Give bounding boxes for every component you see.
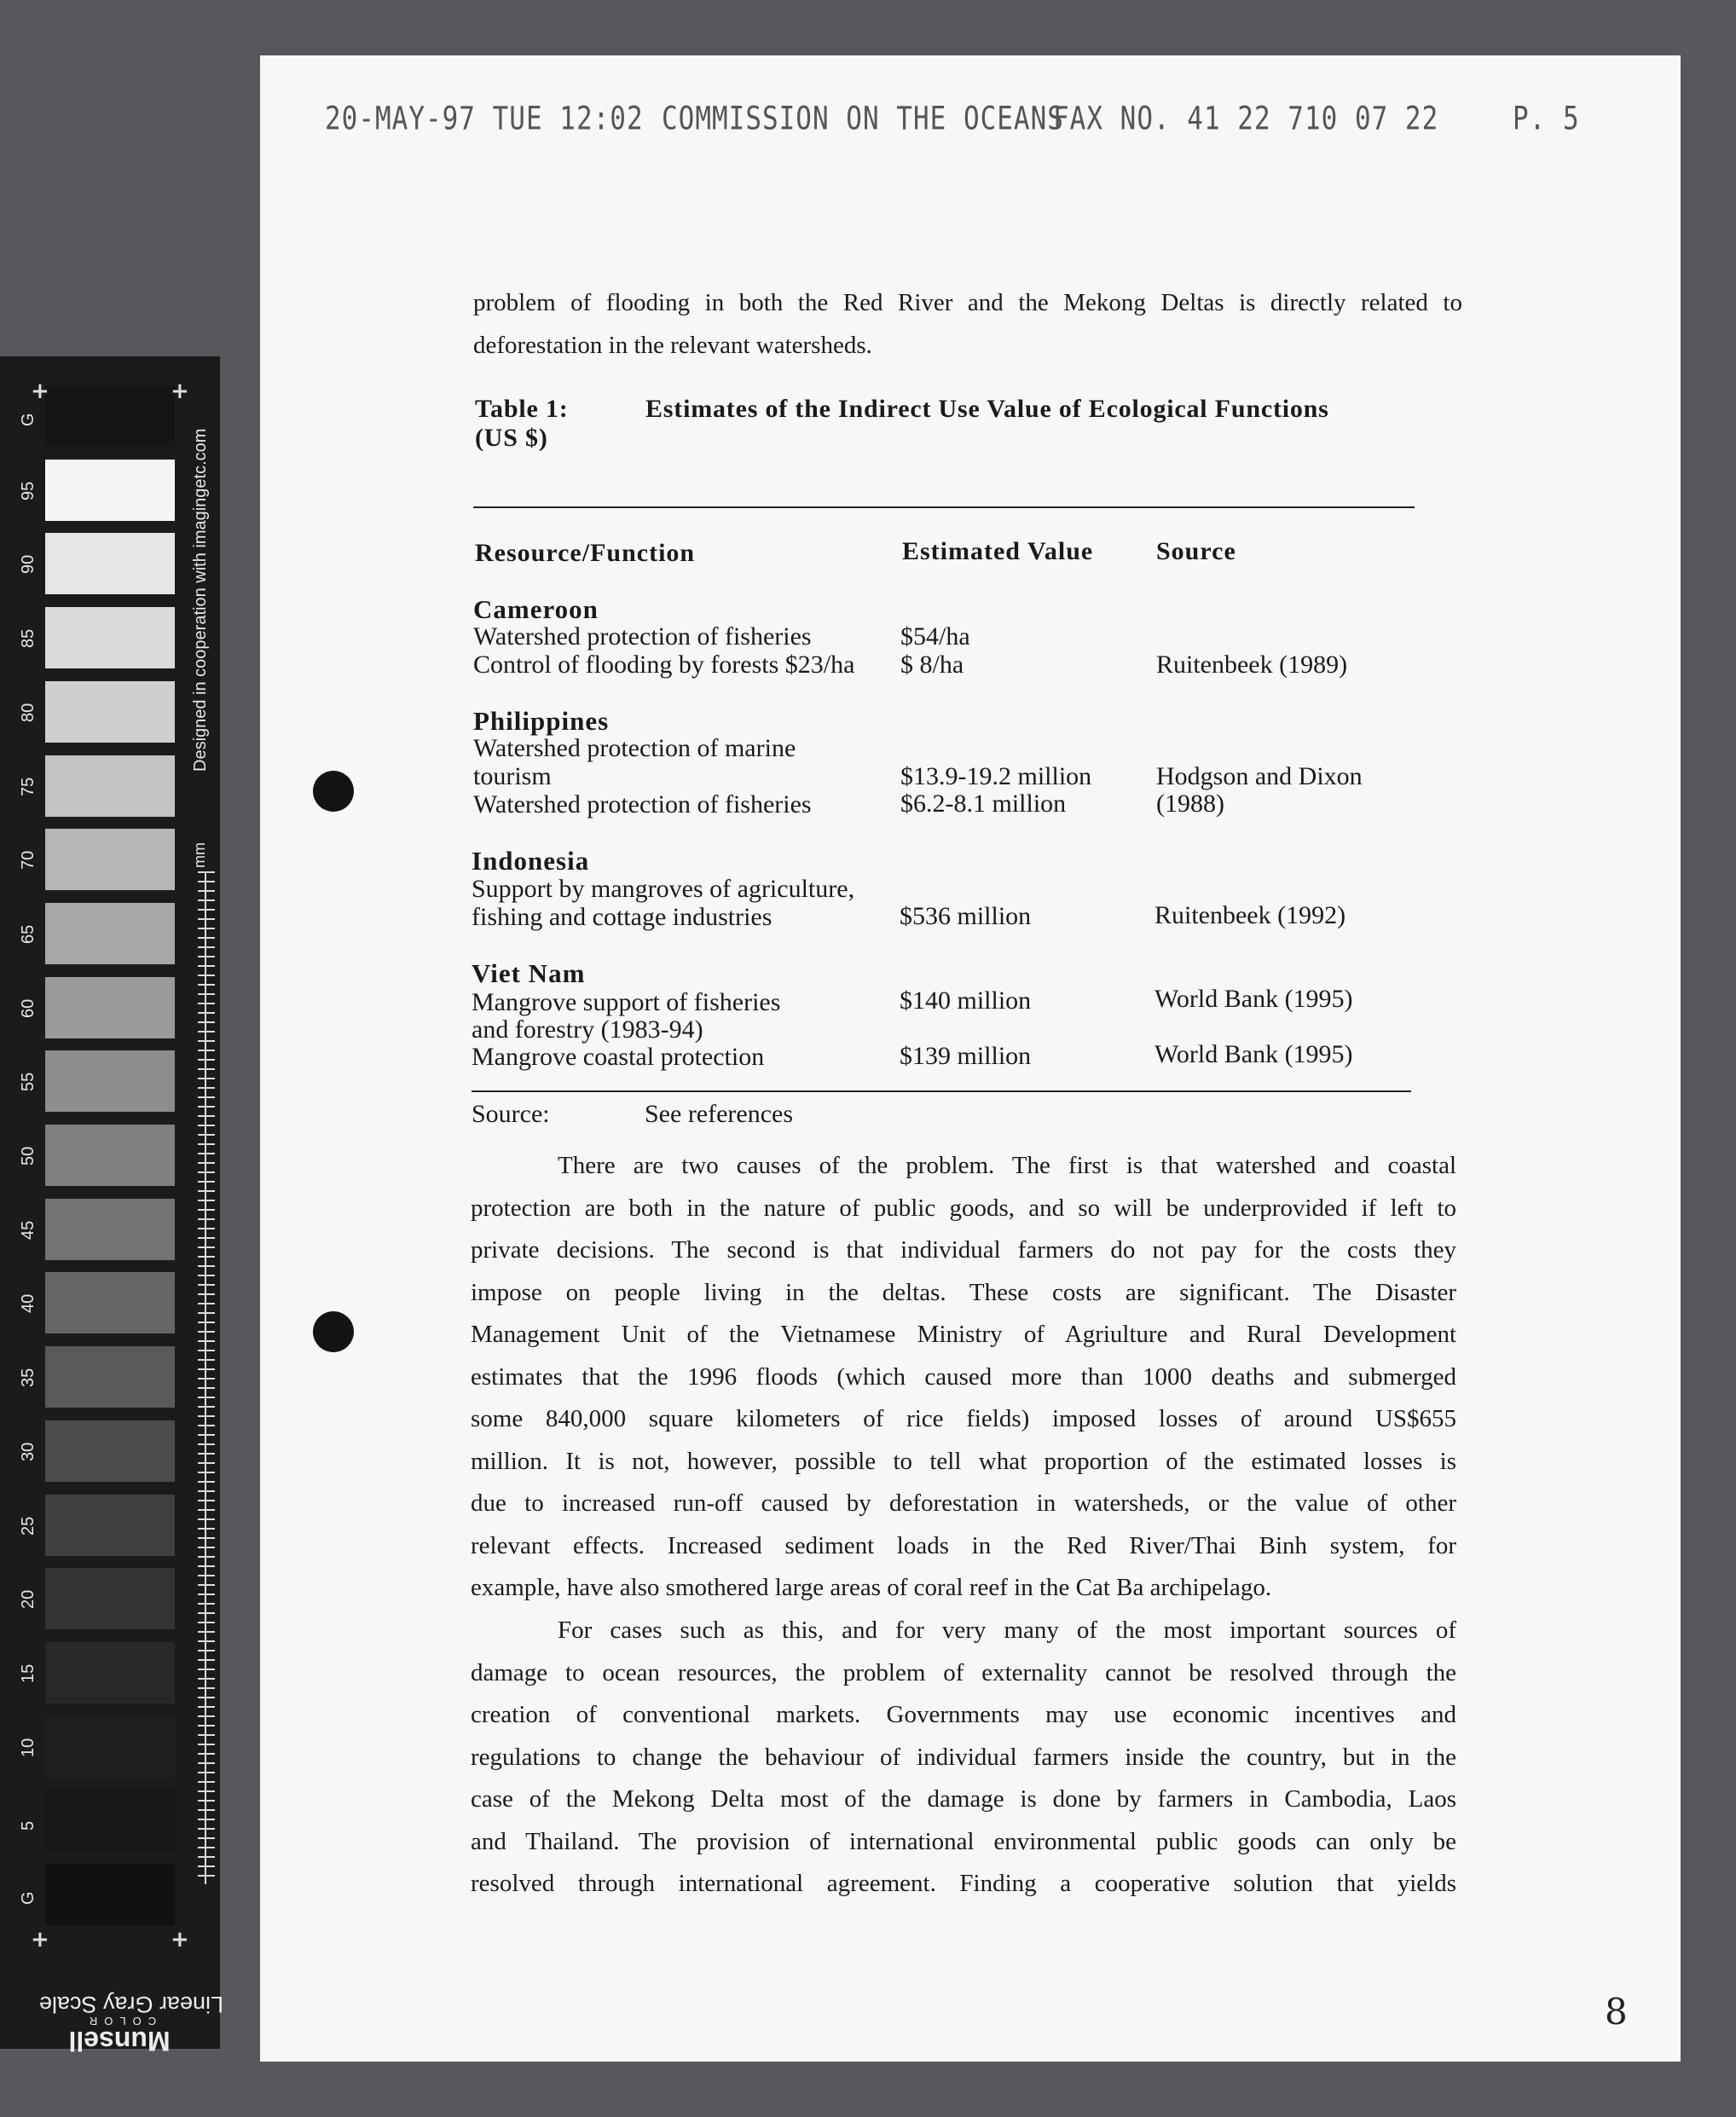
gray-patch	[45, 1716, 175, 1778]
gray-scale-number: 85	[19, 628, 38, 649]
table-cell: Mangrove support of fisheries	[472, 988, 781, 1016]
gray-scale-strip	[0, 356, 220, 2049]
gray-scale-number: 95	[19, 481, 38, 500]
brand-name: Munsell	[68, 2026, 171, 2056]
munsell-logo	[51, 2012, 188, 2055]
fax-datetime: 20-MAY-97 TUE 12:02	[325, 101, 644, 138]
col-header-resource: Resource/Function	[475, 539, 696, 567]
gray-scale-number: 80	[19, 703, 38, 722]
gray-scale-number: 70	[19, 850, 38, 871]
country-viet-nam: Viet Nam	[472, 958, 586, 988]
table-caption	[475, 395, 1462, 453]
scale-credit-text: Designed in cooperation with imagingetc.com	[191, 428, 210, 772]
table-cell: Watershed protection of fisheries	[473, 622, 812, 651]
fax-sender: COMMISSION ON THE OCEANS	[662, 101, 1064, 138]
text-line: For cases such as this, and for very many of the most important sources of	[558, 1617, 1456, 1644]
fax-page: P. 5	[1513, 101, 1580, 138]
handwritten-page-number: 8	[1605, 1991, 1628, 2033]
gray-scale-number: 65	[19, 924, 38, 944]
table-cell: tourism	[473, 762, 552, 790]
gray-scale-number: 55	[19, 1073, 38, 1092]
gray-patch	[45, 1125, 175, 1186]
table-label: Table 1:	[475, 395, 569, 423]
gray-patch	[45, 1642, 175, 1703]
text-line: problem of flooding in both the Red River and the Mekong Deltas is directly related to	[473, 289, 1462, 316]
registration-mark: +	[171, 1927, 189, 1952]
text-line: regulations to change the behaviour of individual farmers inside the country, but in the	[471, 1743, 1456, 1771]
table-cell: $ 8/ha	[900, 651, 964, 679]
intro-paragraph	[473, 282, 1462, 367]
gray-scale-number: 25	[19, 1516, 38, 1536]
fax-number: FAX NO. 41 22 710 07 22	[1053, 101, 1439, 138]
mm-label: mm	[191, 842, 208, 868]
text-line: due to increased run-off caused by deforestation in watersheds, or the value of other	[471, 1489, 1456, 1517]
table-top-rule	[473, 506, 1415, 508]
gray-scale-number: 10	[19, 1738, 38, 1757]
table-cell: World Bank (1995)	[1154, 1040, 1353, 1068]
table-cell: Ruitenbeek (1992)	[1154, 901, 1346, 929]
table-cell: Mangrove coastal protection	[472, 1043, 765, 1071]
gray-patch	[45, 607, 175, 668]
table-cell: Support by mangroves of agriculture,	[472, 875, 855, 903]
body-paragraph-1	[471, 1145, 1456, 1610]
text-line: deforestation in the relevant watersheds.	[473, 331, 872, 359]
table-title-unit: (US $)	[475, 424, 548, 452]
table-source-value: See references	[645, 1100, 794, 1128]
gray-scale-number: 30	[19, 1442, 38, 1461]
punch-hole	[313, 1311, 354, 1352]
table-cell: (1988)	[1156, 790, 1224, 818]
gray-patch	[45, 1568, 175, 1629]
gray-patch	[45, 903, 175, 964]
registration-mark: +	[31, 1927, 49, 1952]
text-line: creation of conventional markets. Governments may use economic incentives and	[471, 1701, 1456, 1728]
text-line: example, have also smothered large areas of coral reef in the Cat Ba archipelago.	[471, 1574, 1272, 1601]
gray-scale-number: 45	[19, 1220, 38, 1240]
text-line: protection are both in the nature of public goods, and so will be underprovided if left to	[471, 1194, 1456, 1222]
gray-scale-number: 75	[19, 777, 38, 796]
col-header-value: Estimated Value	[902, 537, 1094, 565]
gray-scale-number: 35	[19, 1368, 38, 1388]
text-line: million. It is not, however, possible to tell what proportion of the estimated losses is	[471, 1447, 1456, 1475]
gray-scale-numbers	[0, 356, 43, 2049]
table-source-label: Source:	[472, 1100, 550, 1128]
text-line: resolved through international agreement. Finding a cooperative solution that yields	[471, 1870, 1456, 1897]
table-cell: Watershed protection of marine	[473, 734, 796, 762]
brand-sub: COLOR	[82, 2015, 157, 2027]
table-cell: $139 million	[900, 1042, 1032, 1070]
table-cell: $536 million	[900, 902, 1032, 930]
gray-patch	[45, 1790, 175, 1851]
table-cell: $13.9-19.2 million	[900, 762, 1092, 790]
text-line: and Thailand. The provision of international environmental public goods can only be	[471, 1827, 1456, 1855]
gray-patch	[45, 1346, 175, 1408]
gray-scale-number: 40	[19, 1294, 38, 1314]
gray-patch	[45, 1495, 175, 1556]
text-line: impose on people living in the deltas. These costs are significant. The Disaster	[471, 1278, 1456, 1306]
gray-patch	[45, 533, 175, 594]
table-cell: World Bank (1995)	[1154, 985, 1353, 1013]
country-philippines: Philippines	[473, 706, 610, 736]
table-bottom-rule	[472, 1090, 1411, 1092]
scale-title: Linear Gray Scale	[38, 1992, 224, 2017]
gray-scale-number: 5	[19, 1821, 38, 1831]
gray-patch	[45, 1272, 175, 1333]
gray-scale-number: G	[19, 1891, 38, 1905]
text-line: case of the Mekong Delta most of the damage is done by farmers in Cambodia, Laos	[471, 1785, 1456, 1813]
table-cell: Hodgson and Dixon	[1156, 762, 1363, 790]
gray-scale-number: 50	[19, 1146, 38, 1166]
text-line: private decisions. The second is that individual farmers do not pay for the costs they	[471, 1236, 1456, 1264]
gray-patch	[45, 1864, 175, 1925]
text-line: Management Unit of the Vietnamese Ministry of Agriulture and Rural Development	[471, 1321, 1456, 1348]
table-cell: $54/ha	[900, 622, 970, 651]
table-cell: $6.2-8.1 million	[900, 790, 1067, 818]
table-cell: Watershed protection of fisheries	[473, 790, 812, 818]
text-line: some 840,000 square kilometers of rice fields) imposed losses of around US$655	[471, 1405, 1456, 1432]
col-header-source: Source	[1156, 537, 1236, 565]
gray-patch	[45, 1199, 175, 1260]
table-cell: $140 million	[900, 986, 1032, 1015]
country-indonesia: Indonesia	[472, 846, 590, 876]
punch-hole	[313, 771, 354, 812]
registration-mark: +	[171, 379, 189, 404]
body-paragraph-2	[471, 1610, 1456, 1906]
gray-scale-number: 90	[19, 555, 38, 575]
table-title: Estimates of the Indirect Use Value of Ecological Functions	[645, 395, 1329, 423]
gray-patch	[45, 385, 175, 447]
text-line: estimates that the 1996 floods (which caused more than 1000 deaths and submerged	[471, 1362, 1456, 1391]
gray-scale-number: 20	[19, 1589, 38, 1610]
country-cameroon: Cameroon	[473, 594, 599, 624]
gray-patch	[45, 460, 175, 521]
registration-mark: +	[31, 379, 49, 404]
table-cell: fishing and cottage industries	[472, 903, 773, 931]
text-line: relevant effects. Increased sediment loads in the Red River/Thai Binh system, for	[471, 1531, 1456, 1559]
gray-patch	[45, 977, 175, 1038]
gray-patch	[45, 829, 175, 890]
gray-patch	[45, 681, 175, 743]
text-line: There are two causes of the problem. The first is that watershed and coastal	[558, 1152, 1456, 1179]
table-cell: Ruitenbeek (1989)	[1156, 651, 1348, 679]
text-line: damage to ocean resources, the problem of externality cannot be resolved through the	[471, 1658, 1456, 1686]
mm-ruler	[198, 871, 215, 1884]
gray-scale-number: 60	[19, 998, 38, 1018]
gray-patch	[45, 1050, 175, 1112]
table-cell: Control of flooding by forests $23/ha	[473, 651, 855, 679]
gray-scale-number: G	[19, 413, 38, 426]
gray-patch	[45, 1420, 175, 1482]
table-cell: and forestry (1983-94)	[472, 1015, 703, 1044]
gray-patch	[45, 755, 175, 817]
gray-scale-number: 15	[19, 1663, 38, 1683]
